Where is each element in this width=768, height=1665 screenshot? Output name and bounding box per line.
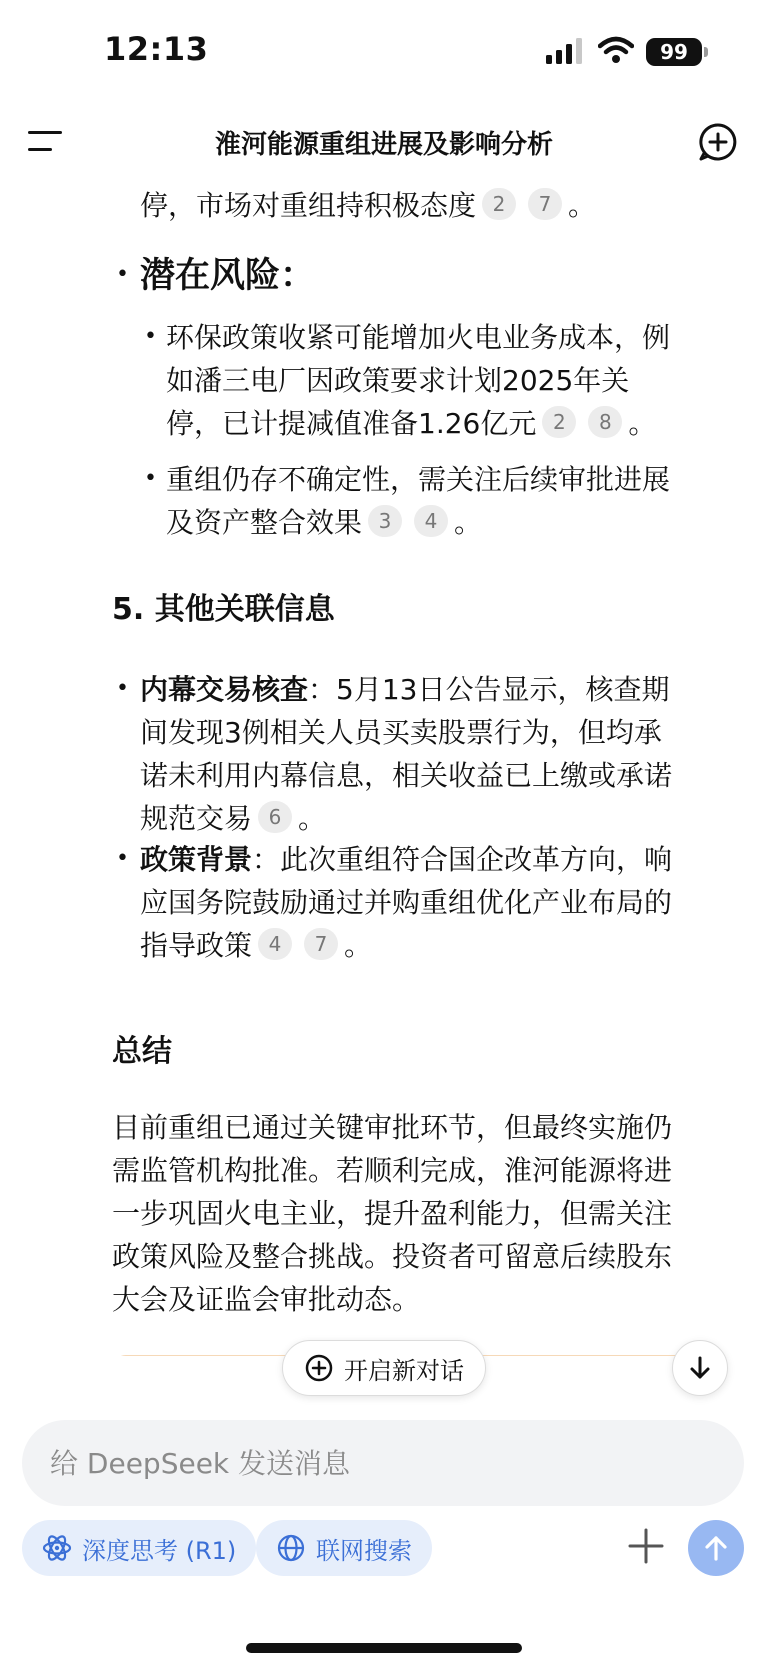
bullet-dot: • xyxy=(144,324,157,349)
citation-badge[interactable]: 8 xyxy=(588,406,622,438)
message-input-container[interactable] xyxy=(22,1420,744,1506)
citation-badge[interactable]: 4 xyxy=(258,928,292,960)
menu-icon[interactable] xyxy=(28,128,62,156)
cellular-signal-icon xyxy=(546,38,584,64)
citation-badge[interactable]: 2 xyxy=(542,406,576,438)
new-chat-icon[interactable] xyxy=(698,122,738,162)
home-indicator xyxy=(246,1643,522,1653)
bullet-dot: • xyxy=(144,466,157,491)
citation-badge[interactable]: 7 xyxy=(304,928,338,960)
web-search-label: 联网搜索 xyxy=(316,1536,412,1565)
new-chat-label: 开启新对话 xyxy=(344,1356,464,1385)
web-search-button[interactable] xyxy=(256,1520,432,1576)
summary-paragraph: 目前重组已通过关键审批环节，但最终实施仍 需监管机构批准。若顺利完成，淮河能源将进 一步巩固火电主业，提升盈利能力，但需关注 政策风险及整合挑战。投资者可留意后续股东 大会及证监会审批动态。 xyxy=(112,1111,673,1316)
bullet-dot: • xyxy=(116,262,129,287)
chat-title[interactable]: 淮河能源重组进展及影响分析 xyxy=(214,130,553,160)
plus-icon[interactable] xyxy=(626,1526,666,1566)
risk-item: 环保政策收紧可能增加火电业务成本，例 如潘三电厂因政策要求计划2025年关 停，已计提减值准备1.26亿元 2 8 。 xyxy=(166,321,671,440)
chat-header xyxy=(0,112,768,176)
risk-item: 重组仍存不确定性，需关注后续审批进展 及资产整合效果 3 4 。 xyxy=(166,463,671,539)
deep-think-label: 深度思考 (R1) xyxy=(82,1536,237,1565)
citation-badge[interactable]: 6 xyxy=(258,801,292,833)
status-bar xyxy=(0,0,768,100)
citation-badge[interactable]: 4 xyxy=(414,505,448,537)
info-item: 政策背景：此次重组符合国企改革方向，响 应国务院鼓励通过并购重组优化产业布局的 指导政策 4 7 。 xyxy=(140,843,673,962)
new-chat-button[interactable] xyxy=(282,1340,486,1396)
deep-think-button[interactable] xyxy=(22,1520,256,1576)
bullet-dot: • xyxy=(116,676,129,701)
arrow-up-icon xyxy=(701,1533,731,1563)
message-content xyxy=(0,176,768,1356)
globe-icon xyxy=(276,1533,306,1563)
risk-heading: 潜在风险： xyxy=(140,256,316,296)
top-fragment: 停，市场对重组持积极态度 2 7 。 xyxy=(140,189,597,222)
battery-level: 99 xyxy=(660,40,688,64)
arrow-down-icon xyxy=(686,1354,714,1382)
battery-icon xyxy=(646,38,702,66)
info-item: 内幕交易核查：5月13日公告显示，核查期 间发现3例相关人员买卖股票行为，但均承 诺未利用内幕信息，相关收益已上缴或承诺 规范交易 6 。 xyxy=(140,673,673,835)
status-time: 12:13 xyxy=(104,30,209,68)
citation-badge[interactable]: 3 xyxy=(368,505,402,537)
new-chat-icon xyxy=(304,1353,334,1383)
bullet-dot: • xyxy=(116,846,129,871)
scroll-to-bottom-button[interactable] xyxy=(672,1340,728,1396)
citation-badge[interactable]: 7 xyxy=(528,188,562,220)
atom-icon xyxy=(42,1533,72,1563)
citation-badge[interactable]: 2 xyxy=(482,188,516,220)
message-input[interactable] xyxy=(50,1447,710,1480)
wifi-icon xyxy=(598,36,634,64)
send-button[interactable] xyxy=(688,1520,744,1576)
section-heading: 5. 其他关联信息 xyxy=(112,592,335,627)
summary-heading: 总结 xyxy=(112,1034,172,1069)
